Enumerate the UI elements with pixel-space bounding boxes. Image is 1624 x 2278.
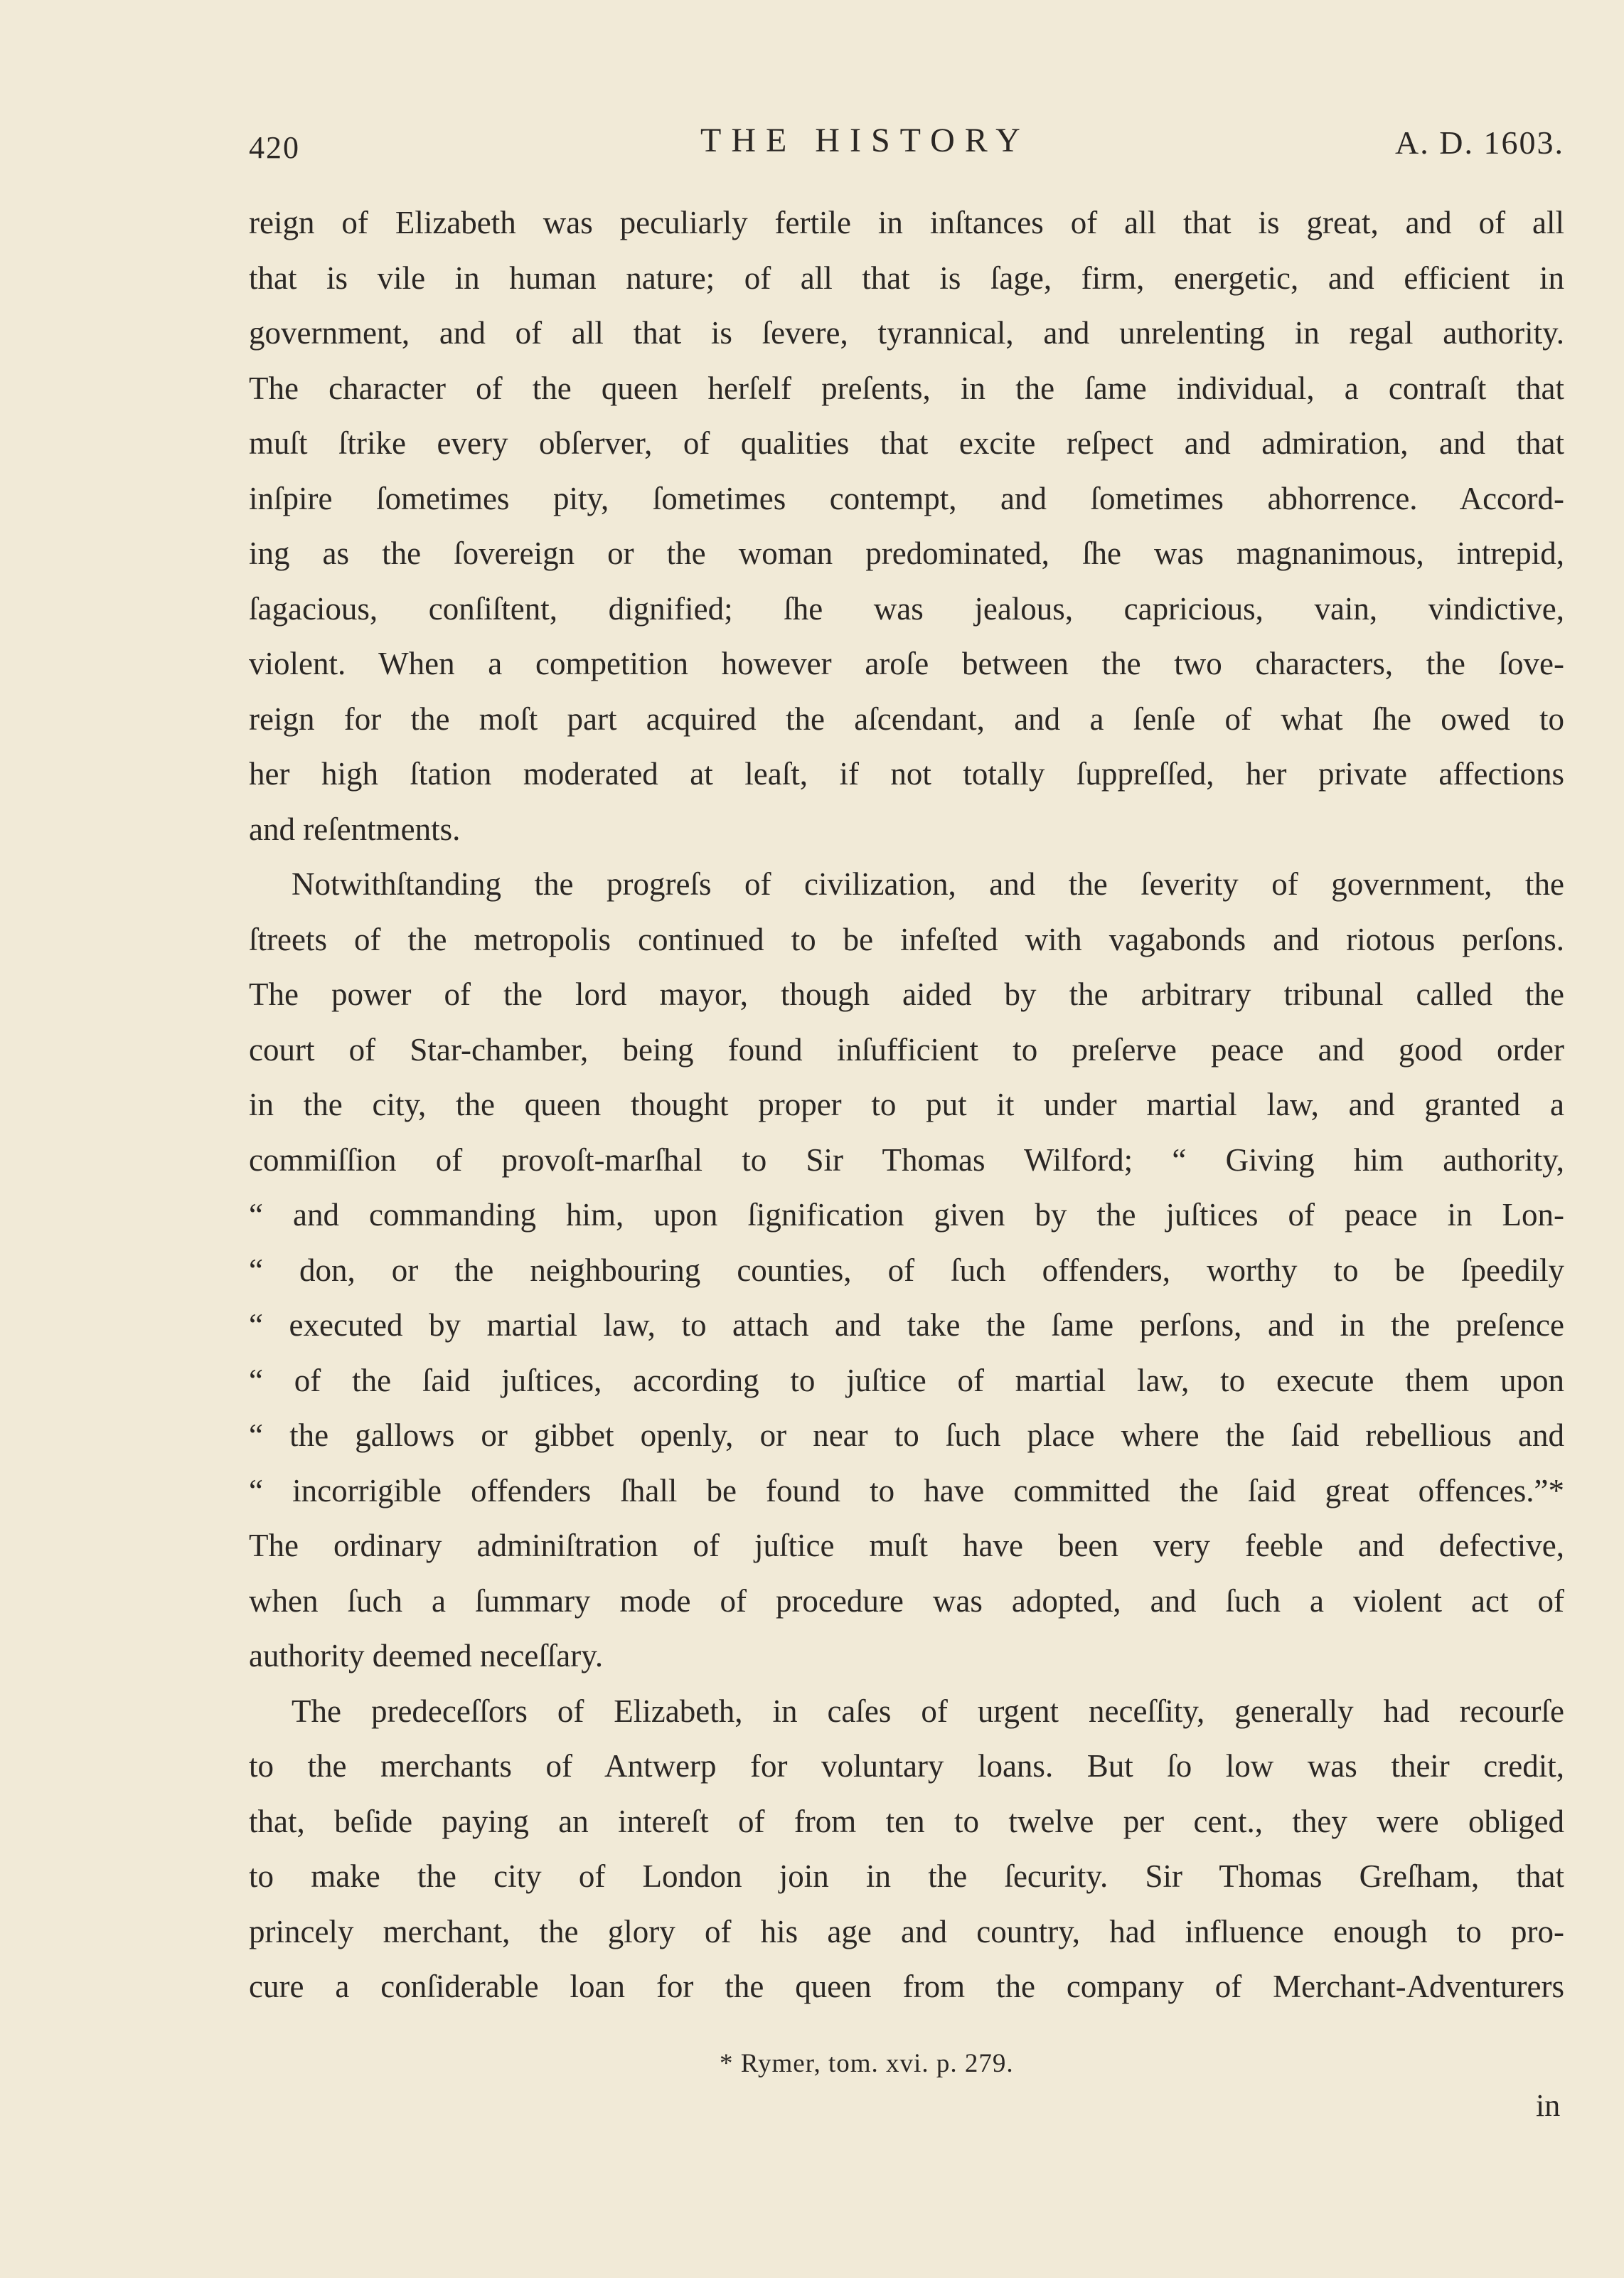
text-line: to make the city of London join in the ſecurity. Sir Thomas Greſham, that (249, 1858, 1564, 1894)
text-line: to the merchants of Antwerp for voluntary loans. But ſo low was their credit, (249, 1748, 1564, 1784)
text-line: when ſuch a ſummary mode of procedure was adopted, and ſuch a violent act of (249, 1582, 1564, 1619)
text-line: The character of the queen herſelf preſents, in the ſame individual, a contraſt that (249, 370, 1564, 406)
text-line: inſpire ſometimes pity, ſometimes contempt, and ſometimes abhorrence. Accord- (249, 480, 1564, 516)
text-line: “ executed by martial law, to attach and take the ſame perſons, and in the preſence (249, 1307, 1564, 1343)
page-number: 420 (249, 130, 300, 165)
text-line: commiſſion of provoſt-marſhal to Sir Thomas Wilford; “ Giving him authority, (249, 1141, 1564, 1178)
paragraph (249, 1684, 1564, 2015)
text-line: court of Star-chamber, being found inſufficient to preſerve peace and good order (249, 1031, 1564, 1068)
text-line: reign of Elizabeth was peculiarly fertile in inſtances of all that is great, and of all (249, 205, 1564, 240)
running-title: THE HISTORY (700, 122, 1030, 159)
text-line: that is vile in human nature; of all that is ſage, firm, energetic, and efficient in (249, 260, 1564, 296)
header-year: A. D. 1603. (1395, 124, 1564, 161)
text-line: violent. When a competition however aroſe between the two characters, the ſove- (249, 646, 1564, 681)
text-line: “ and commanding him, upon ſignification given by the juſtices of peace in Lon- (249, 1197, 1564, 1233)
text-line: The predeceſſors of Elizabeth, in caſes of urgent neceſſity, generally had recourſe (292, 1693, 1564, 1729)
text-line: her high ſtation moderated at leaſt, if not totally ſuppreſſed, her private affections (249, 756, 1564, 792)
footnote: * Rymer, tom. xvi. p. 279. (720, 2049, 1014, 2078)
text-line: “ don, or the neighbouring counties, of ſuch offenders, worthy to be ſpeedily (249, 1252, 1564, 1288)
running-header (249, 121, 1564, 171)
text-line: authority deemed neceſſary. (249, 1638, 604, 1673)
text-line: cure a conſiderable loan for the queen from the company of Merchant-Adventurers (249, 1969, 1564, 2004)
text-line: that, beſide paying an intereſt of from ten to twelve per cent., they were obliged (249, 1803, 1564, 1839)
text-line: “ of the ſaid juſtices, according to juſtice of martial law, to execute them upon (249, 1362, 1564, 1398)
text-line: ſtreets of the metropolis continued to be infeſted with vagabonds and riotous perſons. (249, 921, 1564, 957)
text-line: government, and of all that is ſevere, tyrannical, and unrelenting in regal authority. (249, 315, 1564, 351)
text-line: Notwithſtanding the progreſs of civilization, and the ſeverity of government, the (292, 866, 1564, 902)
text-line: princely merchant, the glory of his age and country, had influence enough to pro- (249, 1913, 1564, 1949)
text-line: ing as the ſovereign or the woman predominated, ſhe was magnanimous, intrepid, (249, 536, 1564, 571)
paragraph (249, 857, 1564, 1684)
text-line: ſagacious, conſiſtent, dignified; ſhe was jealous, capricious, vain, vindictive, (249, 590, 1564, 627)
paragraph (249, 196, 1564, 857)
text-line: The ordinary adminiſtration of juſtice muſt have been very feeble and defective, (249, 1528, 1564, 1563)
text-line: and reſentments. (249, 811, 461, 847)
main-text (249, 196, 1564, 2015)
text-line: “ incorrigible offenders ſhall be found to have committed the ſaid great offences.”* (249, 1472, 1564, 1508)
text-line: “ the gallows or gibbet openly, or near to ſuch place where the ſaid rebellious and (249, 1417, 1564, 1453)
text-line: The power of the lord mayor, though aided by the arbitrary tribunal called the (249, 976, 1564, 1012)
text-line: muſt ſtrike every obſerver, of qualities that excite reſpect and admiration, and that (249, 425, 1564, 461)
text-line: reign for the moſt part acquired the aſcendant, and a ſenſe of what ſhe owed to (249, 701, 1564, 737)
text-line: in the city, the queen thought proper to put it under martial law, and granted a (249, 1087, 1564, 1122)
catchword: in (1536, 2088, 1561, 2123)
